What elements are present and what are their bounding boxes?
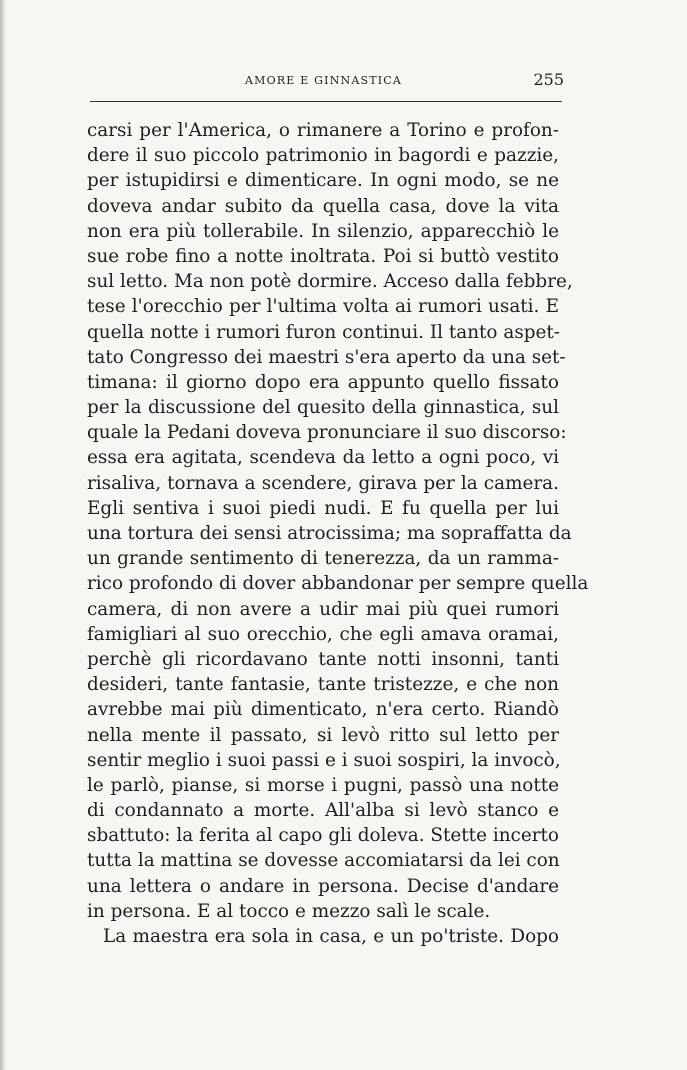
paragraph-start-line: La maestra era sola in casa, e un po'triste. Dopo	[103, 926, 559, 947]
text-line: una lettera o andare in persona. Decise d'andare	[87, 875, 559, 897]
text-line: Egli sentiva i suoi piedi nudi. E fu quella per lui	[87, 497, 559, 519]
text-line: sue robe fino a notte inoltrata. Poi si buttò vestito	[87, 245, 559, 267]
text-line: tutta la mattina se dovesse accomiatarsi da lei con	[87, 850, 560, 872]
body-text	[87, 118, 589, 949]
page-binding-edge	[0, 0, 6, 1070]
text-line: tese l'orecchio per l'ultima volta ai rumori usati. E	[87, 296, 559, 318]
page-header	[90, 70, 568, 90]
text-line: famigliari al suo orecchio, che egli amava oramai,	[87, 623, 559, 645]
text-line: un grande sentimento di tenerezza, da un ramma-	[87, 548, 559, 570]
header-rule	[90, 101, 562, 102]
text-line: le parlò, pianse, si morse i pugni, passò una notte	[87, 774, 559, 796]
text-line: sentir meglio i suoi passi e i suoi sospiri, la invocò,	[87, 749, 561, 771]
text-line: doveva andar subito da quella casa, dove la vita	[87, 195, 559, 217]
text-line: per la discussione del quesito della ginnastica, sul	[87, 397, 559, 419]
text-line: risaliva, tornava a scendere, girava per la camera.	[87, 472, 559, 494]
text-line: sbattuto: la ferita al capo gli doleva. Stette incerto	[87, 825, 559, 847]
text-line: desideri, tante fantasie, tante tristezze, e che non	[87, 674, 559, 696]
page-number: 255	[533, 70, 564, 89]
text-line: di condannato a morte. All'alba si levò stanco e	[87, 800, 559, 822]
text-line: nella mente il passato, si levò ritto sul letto per	[87, 724, 559, 746]
text-line: quale la Pedani doveva pronunciare il suo discorso:	[87, 422, 567, 444]
text-line: per istupidirsi e dimenticare. In ogni modo, se ne	[87, 170, 559, 192]
text-line: sul letto. Ma non potè dormire. Acceso dalla febbre,	[87, 271, 573, 293]
text-line: camera, di non avere a udir mai più quei rumori	[87, 598, 559, 620]
text-line: carsi per l'America, o rimanere a Torino e profon-	[87, 120, 559, 141]
text-line: quella notte i rumori furon continui. Il tanto aspet-	[87, 321, 561, 343]
text-line: non era più tollerabile. In silenzio, apparecchiò le	[87, 220, 559, 242]
text-line: tato Congresso dei maestri s'era aperto da una set-	[87, 346, 566, 368]
text-line: rico profondo di dover abbandonar per sempre quella	[87, 573, 589, 595]
paragraph-end-line: in persona. E al tocco e mezzo salì le scale.	[87, 900, 491, 922]
text-line: una tortura dei sensi atrocissima; ma sopraffatta da	[87, 523, 572, 544]
text-line: timana: il giorno dopo era appunto quello fissato	[87, 371, 559, 393]
text-line: avrebbe mai più dimenticato, n'era certo. Riandò	[87, 699, 559, 721]
running-title: AMORE E GINNASTICA	[245, 74, 403, 87]
text-line: essa era agitata, scendeva da letto a ogni poco, vi	[87, 447, 559, 469]
text-line: perchè gli ricordavano tante notti insonni, tanti	[87, 648, 559, 670]
text-line: dere il suo piccolo patrimonio in bagordi e pazzie,	[87, 145, 559, 167]
